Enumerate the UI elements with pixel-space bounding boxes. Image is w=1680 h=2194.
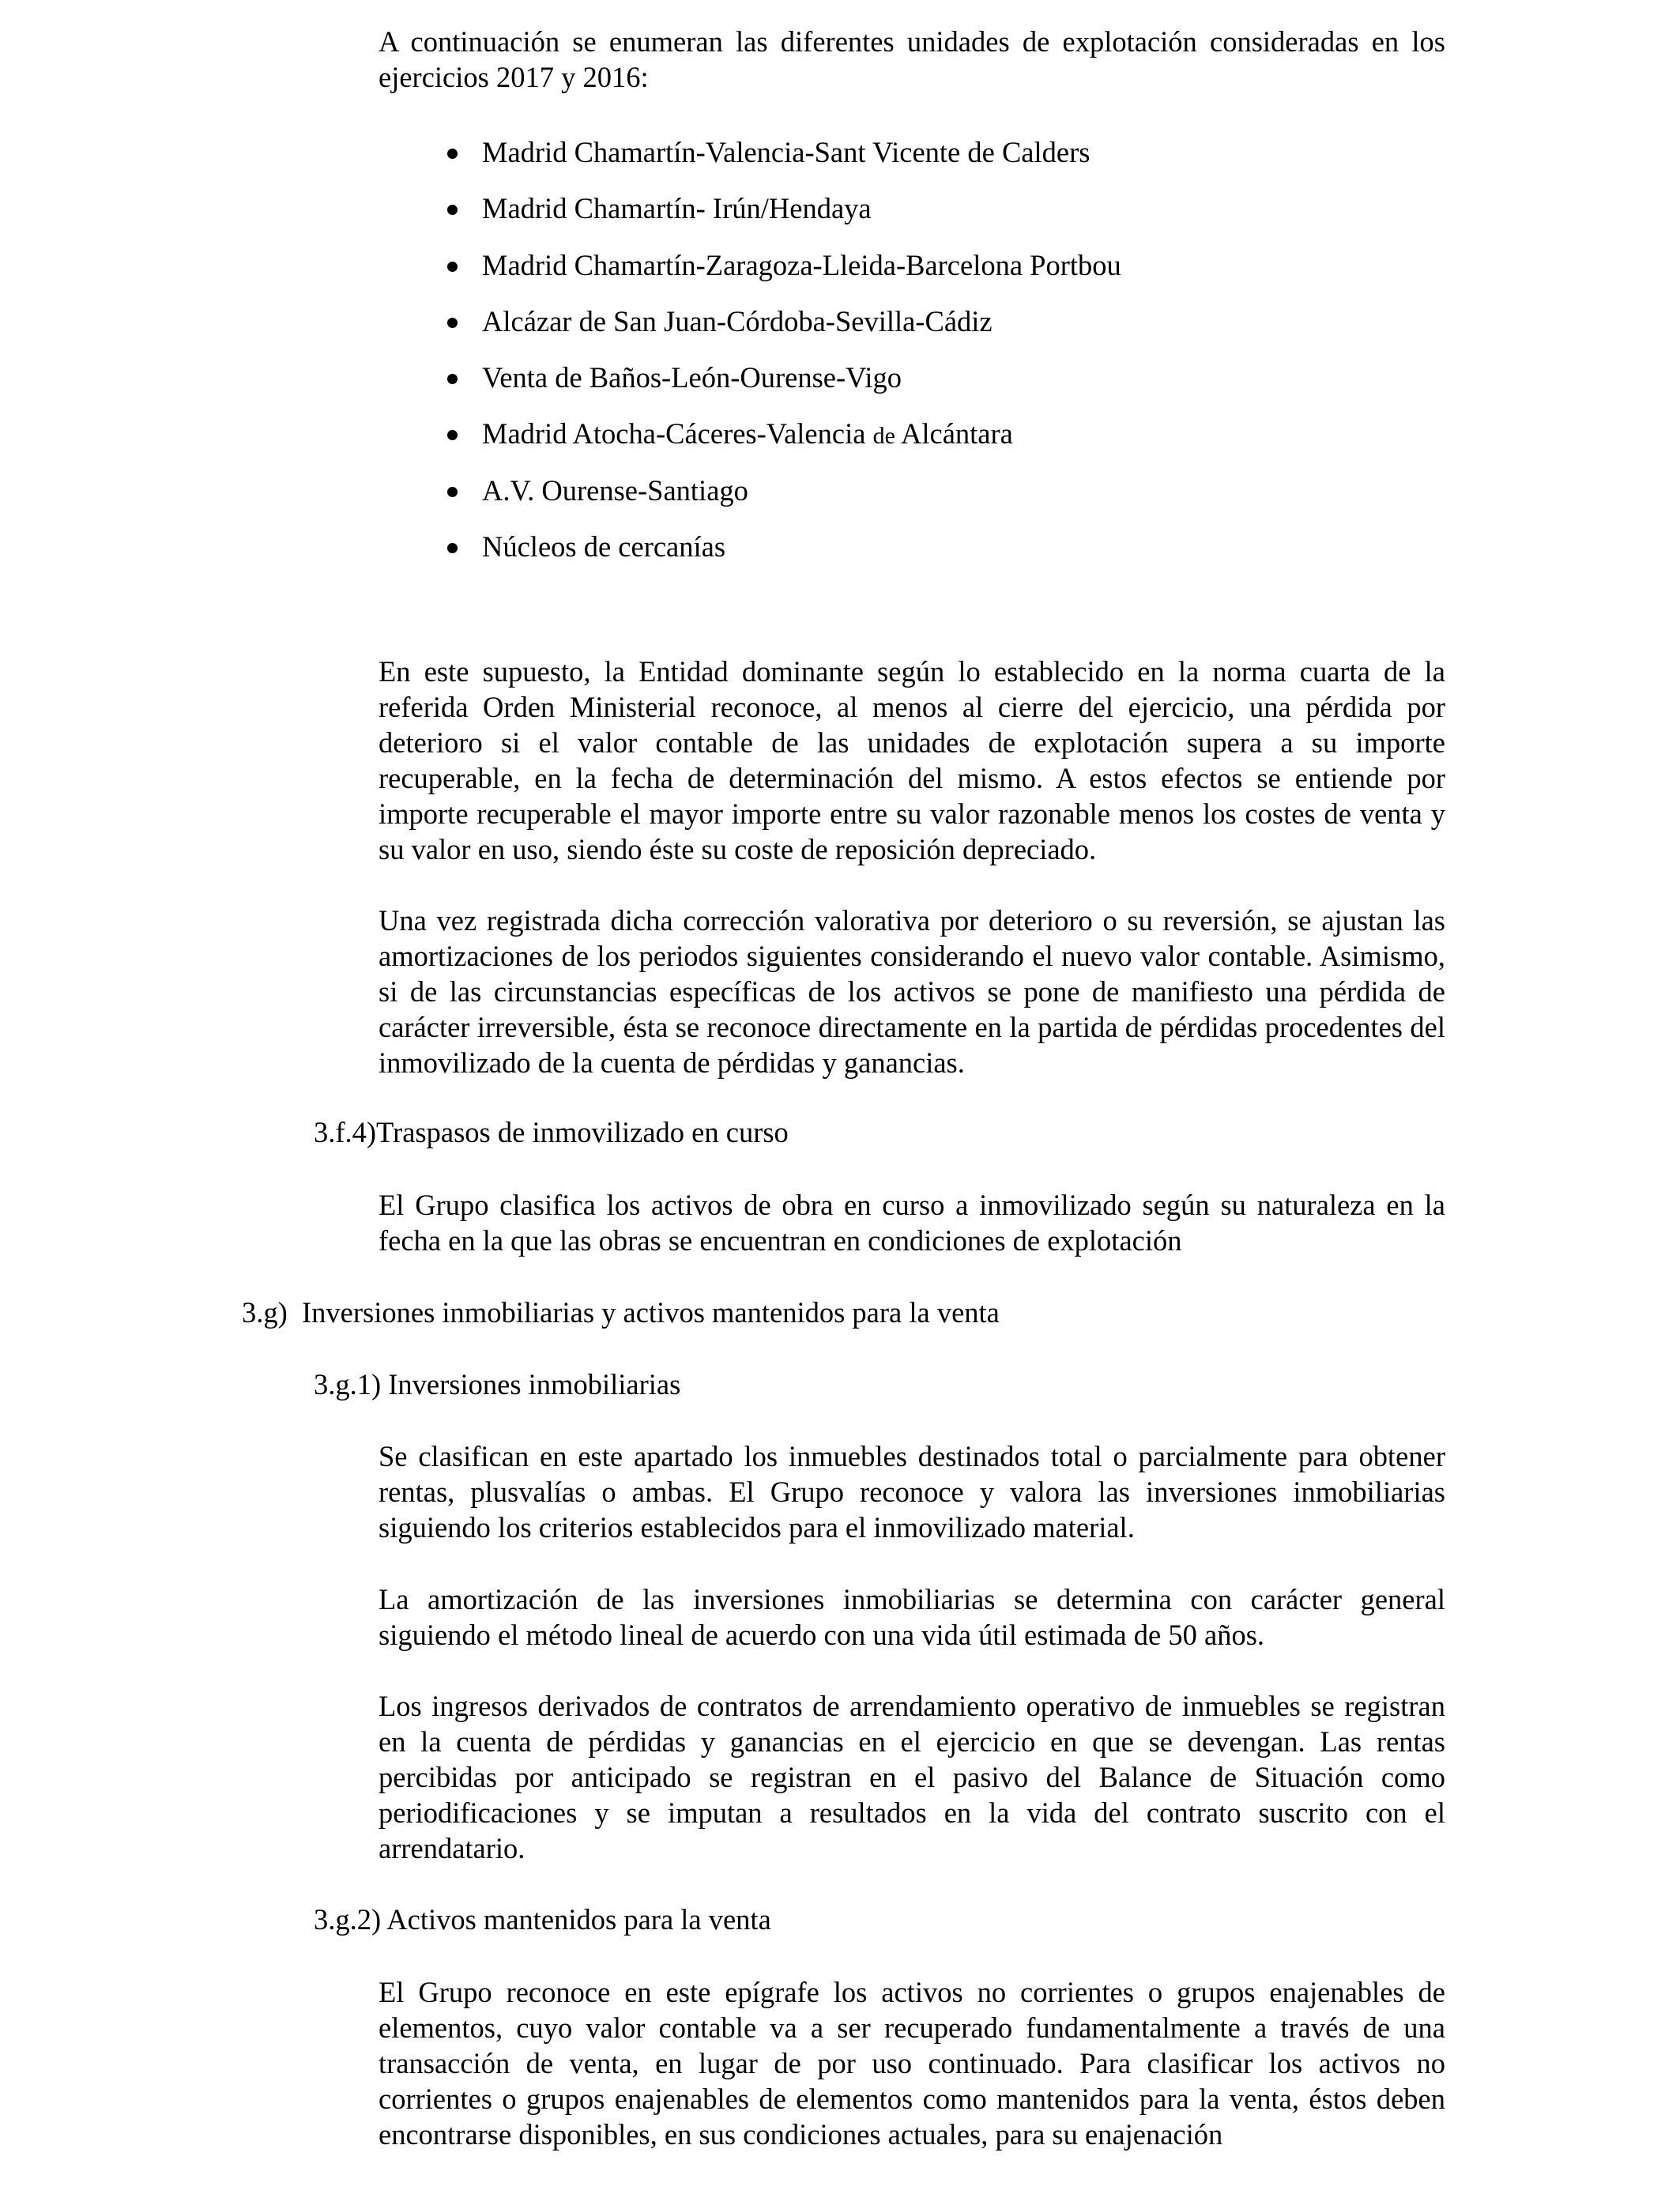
heading-section-g: 3.g) Inversiones inmobiliarias y activos mantenidos para la venta xyxy=(242,1296,1000,1329)
list-item: Núcleos de cercanías xyxy=(379,529,1121,585)
heading-traspasos: 3.f.4)Traspasos de inmovilizado en curso xyxy=(314,1116,789,1148)
investment-paragraph-3: Los ingresos derivados de contratos de arrendamiento operativo de inmuebles se registran en la cuenta de pérdidas y ganancias en el ejercicio en que se devengan. Las rentas percibidas por anticipado se registran en el pasivo del Balance de Situación como periodificaciones y se imputan a resultados en la vida del contrato suscrito con el arrendatario. xyxy=(379,1690,1445,1864)
assets-for-sale-paragraph: El Grupo reconoce en este epígrafe los activos no corrientes o grupos enajenables de elementos, cuyo valor contable va a ser recuperado fundamentalmente a través de una transacción de venta, en lugar de por uso continuado. Para clasificar los activos no corrientes o grupos enajenables de elementos como mantenidos para la venta, éstos deben encontrarse disponibles, en sus condiciones actuales, para su enajenación xyxy=(379,1976,1445,2151)
bullet-icon xyxy=(447,374,458,384)
list-item: Madrid Atocha-Cáceres-Valencia de Alcántara xyxy=(379,416,1121,472)
heading-g1: 3.g.1) Inversiones inmobiliarias xyxy=(314,1368,681,1400)
intro-paragraph: A continuación se enumeran las diferentes unidades de explotación consideradas en los ejercicios 2017 y 2016: xyxy=(379,25,1445,93)
investment-paragraph-2: La amortización de las inversiones inmobiliarias se determina con carácter general siguiendo el método lineal de acuerdo con una vida útil estimada de 50 años. xyxy=(379,1583,1445,1651)
bullet-icon xyxy=(447,262,458,272)
reversal-paragraph: Una vez registrada dicha corrección valorativa por deterioro o su reversión, se ajustan las amortizaciones de los periodos siguientes considerando el nuevo valor contable. Asimismo, si de las circunstancias específicas de los activos se pone de manifiesto una pérdida de carácter irreversible, ésta se reconoce directamente en la partida de pérdidas procedentes del inmovilizado de la cuenta de pérdidas y ganancias. xyxy=(379,904,1445,1079)
impairment-paragraph: En este supuesto, la Entidad dominante según lo establecido en la norma cuarta de la referida Orden Ministerial reconoce, al menos al cierre del ejercicio, una pérdida por deterioro si el valor contable de las unidades de explotación supera a su importe recuperable, en la fecha de determinación del mismo. A estos efectos se entiende por importe recuperable el mayor importe entre su valor razonable menos los costes de venta y su valor en uso, siendo éste su coste de reposición depreciado. xyxy=(379,655,1445,865)
bullet-icon xyxy=(447,149,458,159)
bullet-icon xyxy=(447,205,458,215)
exploitation-units-list xyxy=(379,134,1121,585)
bullet-icon xyxy=(447,543,458,553)
list-item: Madrid Chamartín-Valencia-Sant Vicente de Calders xyxy=(379,134,1121,190)
bullet-icon xyxy=(447,318,458,328)
investment-paragraph-1: Se clasifican en este apartado los inmuebles destinados total o parcialmente para obtener rentas, plusvalías o ambas. El Grupo reconoce y valora las inversiones inmobiliarias siguiendo los criterios establecidos para el inmovilizado material. xyxy=(379,1440,1445,1544)
list-item: Madrid Chamartín- Irún/Hendaya xyxy=(379,190,1121,247)
list-item: Alcázar de San Juan-Córdoba-Sevilla-Cádiz xyxy=(379,303,1121,360)
bullet-icon xyxy=(447,487,458,497)
list-item: A.V. Ourense-Santiago xyxy=(379,473,1121,529)
heading-g2: 3.g.2) Activos mantenidos para la venta xyxy=(314,1903,771,1936)
traspasos-paragraph: El Grupo clasifica los activos de obra en curso a inmovilizado según su naturaleza en la fecha en la que las obras se encuentran en condiciones de explotación xyxy=(379,1189,1445,1257)
bullet-icon xyxy=(447,430,458,440)
list-item: Madrid Chamartín-Zaragoza-Lleida-Barcelona Portbou xyxy=(379,247,1121,303)
list-item: Venta de Baños-León-Ourense-Vigo xyxy=(379,360,1121,416)
